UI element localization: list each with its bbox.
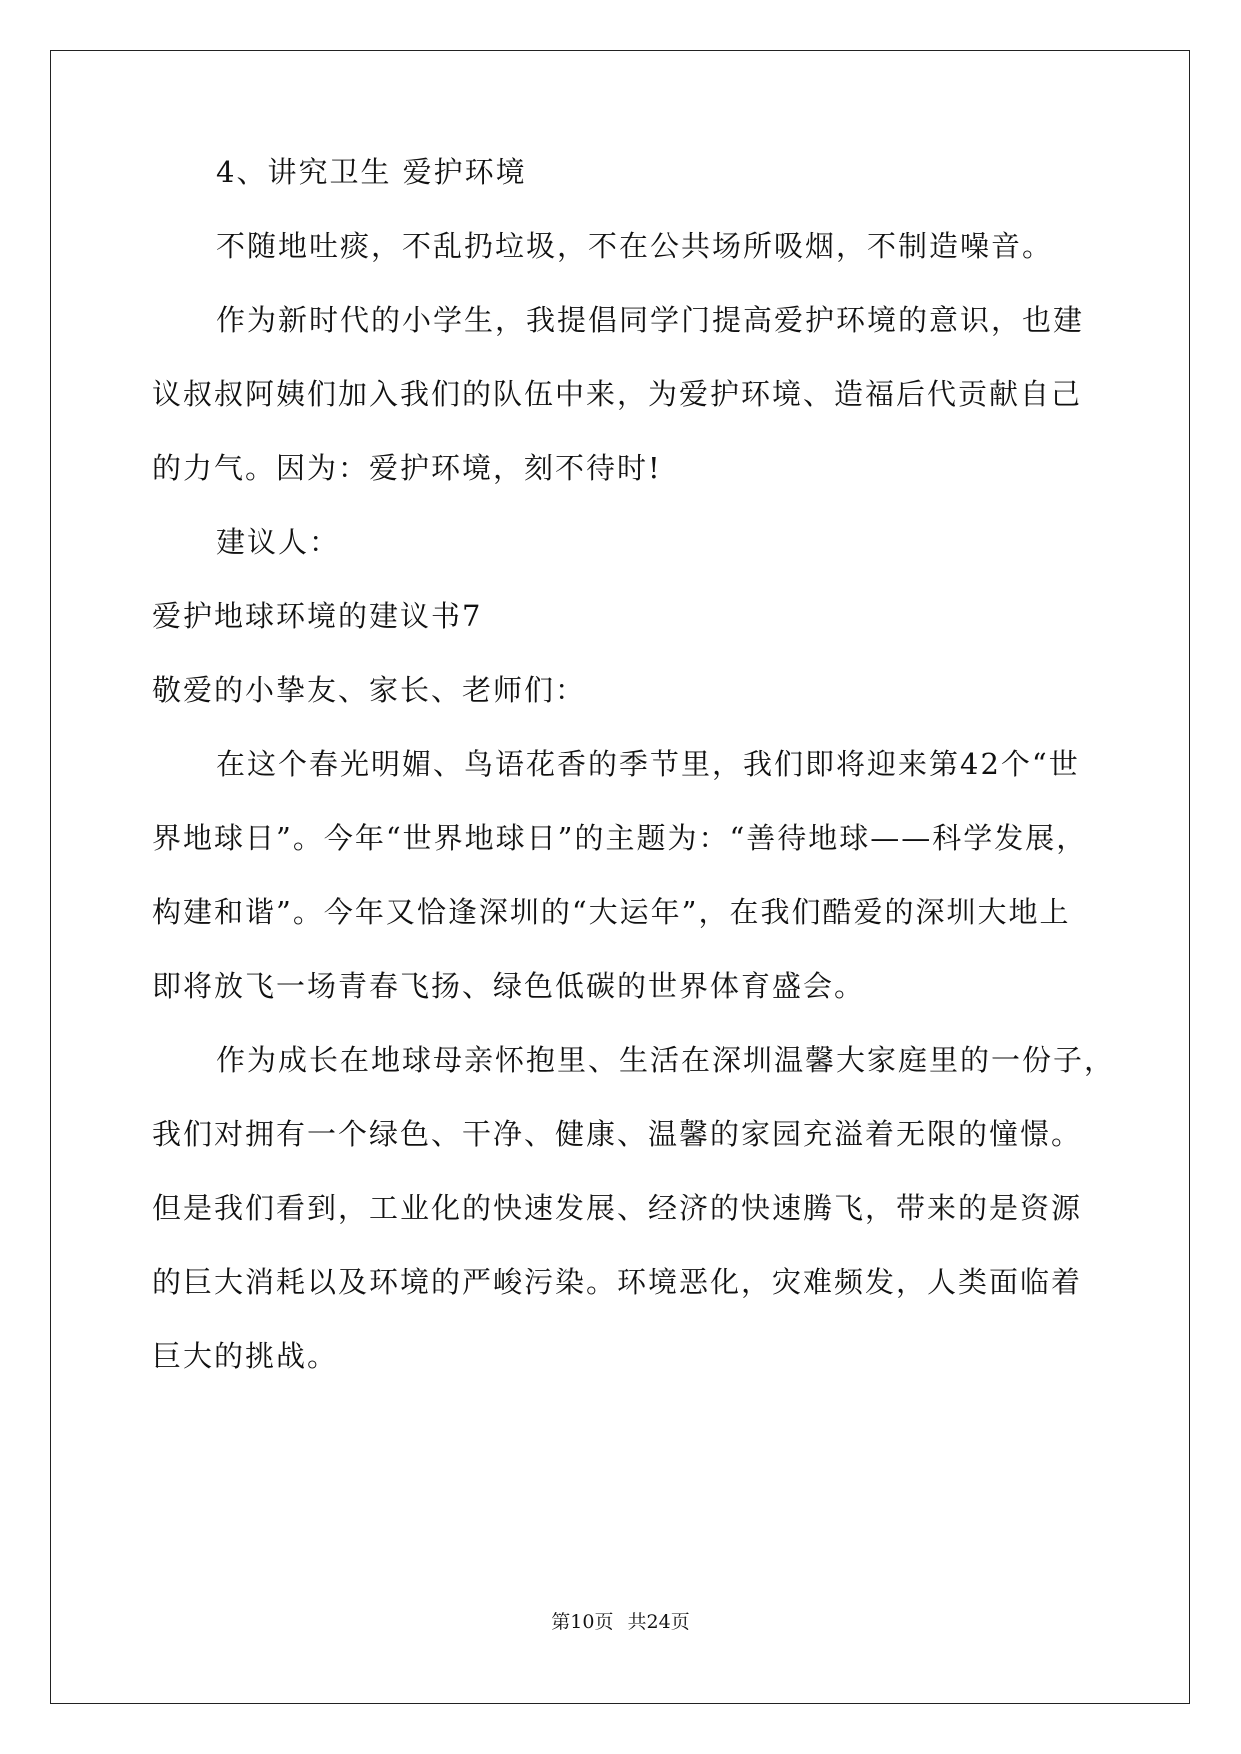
paragraph-line: 我们对拥有一个绿色、干净、健康、温馨的家园充溢着无限的憧憬。 — [152, 1117, 1083, 1151]
page-number: 第10页 — [551, 1611, 614, 1633]
paragraph-line: 构建和谐”。今年又恰逢深圳的“大运年”，在我们酷爱的深圳大地上 — [152, 895, 1071, 929]
paragraph-line: 但是我们看到，工业化的快速发展、经济的快速腾飞，带来的是资源 — [152, 1191, 1083, 1225]
paragraph-line: 界地球日”。今年“世界地球日”的主题为：“善待地球——科学发展， — [152, 821, 1088, 855]
paragraph-line: 不随地吐痰，不乱扔垃圾，不在公共场所吸烟，不制造噪音。 — [216, 229, 1054, 263]
page-border — [50, 50, 1190, 1704]
paragraph-line: 作为新时代的小学生，我提倡同学门提高爱护环境的意识，也建 — [216, 303, 1085, 337]
salutation: 敬爱的小挚友、家长、老师们： — [152, 673, 587, 707]
paragraph-line: 巨大的挑战。 — [152, 1339, 339, 1373]
page-total: 共24页 — [627, 1611, 690, 1633]
section-heading: 4、讲究卫生 爱护环境 — [216, 155, 527, 189]
paragraph-line: 作为成长在地球母亲怀抱里、生活在深圳温馨大家庭里的一份子， — [216, 1043, 1116, 1077]
paragraph-line: 即将放飞一场青春飞扬、绿色低碳的世界体育盛会。 — [152, 969, 866, 1003]
section-title: 爱护地球环境的建议书7 — [152, 599, 483, 633]
signature-label: 建议人： — [216, 525, 341, 559]
page-footer — [0, 1610, 1241, 1634]
paragraph-line: 在这个春光明媚、鸟语花香的季节里，我们即将迎来第42个“世 — [216, 747, 1080, 781]
paragraph-line: 的巨大消耗以及环境的严峻污染。环境恶化，灾难频发，人类面临着 — [152, 1265, 1083, 1299]
paragraph-line: 的力气。因为：爱护环境，刻不待时! — [152, 451, 662, 485]
paragraph-line: 议叔叔阿姨们加入我们的队伍中来，为爱护环境、造福后代贡献自己 — [152, 377, 1083, 411]
